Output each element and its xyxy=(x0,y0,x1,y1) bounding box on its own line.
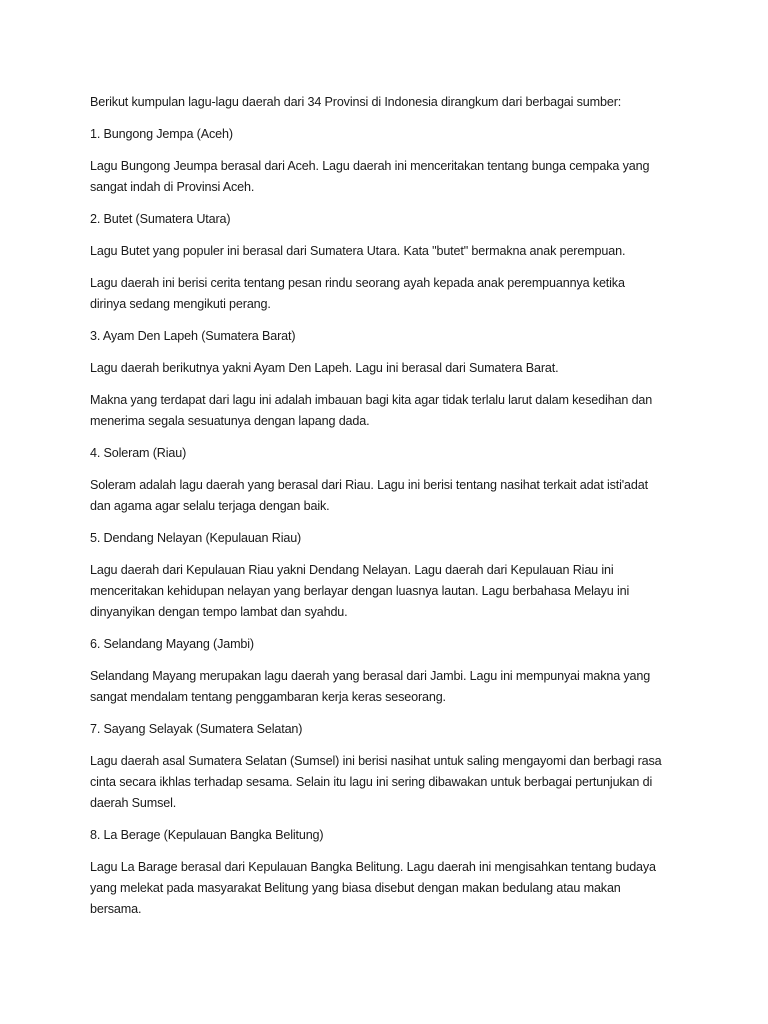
text-line: dinyanyikan dengan tempo lambat dan syahdu. xyxy=(90,605,348,619)
section-paragraph xyxy=(90,358,690,379)
section-heading xyxy=(90,719,690,740)
text-line: dan agama agar selalu terjaga dengan baik. xyxy=(90,499,330,513)
text-line: Lagu Butet yang populer ini berasal dari Sumatera Utara. Kata "butet" bermakna anak perempuan. xyxy=(90,244,626,258)
section-paragraph xyxy=(90,560,690,623)
text-line: 2. Butet (Sumatera Utara) xyxy=(90,212,231,226)
section-heading xyxy=(90,528,690,549)
section-heading xyxy=(90,825,690,846)
text-line: Lagu daerah ini berisi cerita tentang pesan rindu seorang ayah kepada anak perempuannya ketika xyxy=(90,276,625,290)
text-line: bersama. xyxy=(90,902,142,916)
text-line: Lagu daerah berikutnya yakni Ayam Den Lapeh. Lagu ini berasal dari Sumatera Barat. xyxy=(90,361,559,375)
text-line: Berikut kumpulan lagu-lagu daerah dari 34 Provinsi di Indonesia dirangkum dari berbagai sumber: xyxy=(90,95,622,109)
section-paragraph xyxy=(90,751,690,814)
text-line: 5. Dendang Nelayan (Kepulauan Riau) xyxy=(90,531,302,545)
section-heading xyxy=(90,209,690,230)
text-line: Lagu daerah dari Kepulauan Riau yakni Dendang Nelayan. Lagu daerah dari Kepulauan Riau ini xyxy=(90,563,614,577)
text-line: 4. Soleram (Riau) xyxy=(90,446,187,460)
section-heading xyxy=(90,634,690,655)
text-line: menerima segala sesuatunya dengan lapang dada. xyxy=(90,414,370,428)
section-paragraph xyxy=(90,390,690,432)
text-line: Lagu La Barage berasal dari Kepulauan Bangka Belitung. Lagu daerah ini mengisahkan tentang budaya xyxy=(90,860,656,874)
text-line: dirinya sedang mengikuti perang. xyxy=(90,297,271,311)
text-line: Makna yang terdapat dari lagu ini adalah imbauan bagi kita agar tidak terlalu larut dalam kesedihan dan xyxy=(90,393,653,407)
text-line: 7. Sayang Selayak (Sumatera Selatan) xyxy=(90,722,303,736)
text-line: daerah Sumsel. xyxy=(90,796,177,810)
section-paragraph xyxy=(90,241,690,262)
section-paragraph xyxy=(90,475,690,517)
text-line: sangat indah di Provinsi Aceh. xyxy=(90,180,255,194)
text-line: Soleram adalah lagu daerah yang berasal dari Riau. Lagu ini berisi tentang nasihat terkait adat isti'adat xyxy=(90,478,648,492)
section-heading xyxy=(90,124,690,145)
section-paragraph xyxy=(90,666,690,708)
section-heading xyxy=(90,443,690,464)
text-line: sangat mendalam tentang penggambaran kerja keras seseorang. xyxy=(90,690,446,704)
document-body xyxy=(90,92,690,931)
text-line: 1. Bungong Jempa (Aceh) xyxy=(90,127,233,141)
text-line: 8. La Berage (Kepulauan Bangka Belitung) xyxy=(90,828,324,842)
text-line: yang melekat pada masyarakat Belitung yang biasa disebut dengan makan bedulang atau makan xyxy=(90,881,621,895)
text-line: menceritakan kehidupan nelayan yang berlayar dengan luasnya lautan. Lagu berbahasa Melayu ini xyxy=(90,584,630,598)
section-paragraph xyxy=(90,857,690,920)
text-line: cinta secara ikhlas terhadap sesama. Selain itu lagu ini sering dibawakan untuk berbagai pertunjukan di xyxy=(90,775,653,789)
text-line: Lagu daerah asal Sumatera Selatan (Sumsel) ini berisi nasihat untuk saling mengayomi dan berbagi rasa xyxy=(90,754,662,768)
text-line: Lagu Bungong Jeumpa berasal dari Aceh. Lagu daerah ini menceritakan tentang bunga cempaka yang xyxy=(90,159,650,173)
section-paragraph xyxy=(90,273,690,315)
text-line: Selandang Mayang merupakan lagu daerah yang berasal dari Jambi. Lagu ini mempunyai makna yang xyxy=(90,669,651,683)
section-paragraph xyxy=(90,156,690,198)
intro-paragraph xyxy=(90,92,690,113)
section-heading xyxy=(90,326,690,347)
text-line: 3. Ayam Den Lapeh (Sumatera Barat) xyxy=(90,329,296,343)
text-line: 6. Selandang Mayang (Jambi) xyxy=(90,637,254,651)
